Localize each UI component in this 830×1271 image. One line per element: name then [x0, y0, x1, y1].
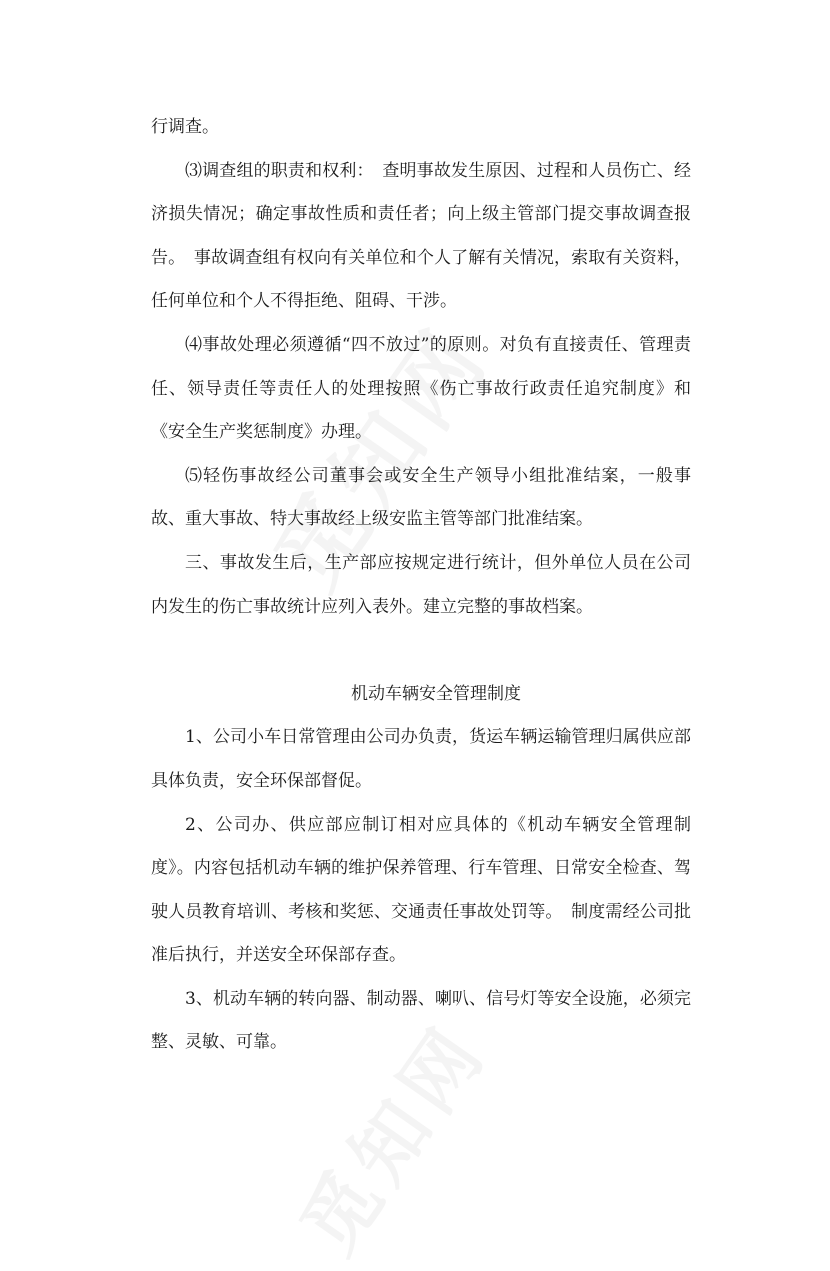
paragraph-item-1: 1、公司小车日常管理由公司办负责，货运车辆运输管理归属供应部具体负责，安全环保部督促。: [151, 727, 691, 791]
section-title: 机动车辆安全管理制度: [351, 683, 521, 704]
document-body: [151, 106, 691, 1065]
paragraph-item-2: 2、公司办、供应部应制订相对应具体的《机动车辆安全管理制度》。内容包括机动车辆的维护保养管理、行车管理、日常安全检查、驾驶人员教育培训、考核和奖惩、交通责任事故处罚等。 制度需经公司批准后执行，并送安全环保部存查。: [151, 814, 691, 966]
paragraph-investigation-duties: ⑶调查组的职责和权利： 查明事故发生原因、过程和人员伤亡、经济损失情况；确定事故性质和责任者；向上级主管部门提交事故调查报告。 事故调查组有权向有关单位和个人了解有关情况，索取有关资料，任何单位和个人不得拒绝、阻碍、干涉。: [151, 160, 691, 312]
paragraph-four-principles: ⑷事故处理必须遵循“四不放过”的原则。对负有直接责任、管理责任、领导责任等责任人的处理按照《伤亡事故行政责任追究制度》和《安全生产奖惩制度》办理。: [151, 334, 691, 443]
paragraph-continuation: 行调查。: [151, 117, 219, 137]
blank-line: [151, 629, 691, 673]
paragraph-statistics: 三、事故发生后，生产部应按规定进行统计，但外单位人员在公司内发生的伤亡事故统计应列入表外。建立完整的事故档案。: [151, 552, 691, 617]
paragraph-item-3: 3、机动车辆的转向器、制动器、喇叭、信号灯等安全设施，必须完整、灵敏、可靠。: [151, 988, 691, 1053]
paragraph-case-closure: ⑸轻伤事故经公司董事会或安全生产领导小组批准结案，一般事故、重大事故、特大事故经上级安监主管等部门批准结案。: [151, 465, 691, 530]
